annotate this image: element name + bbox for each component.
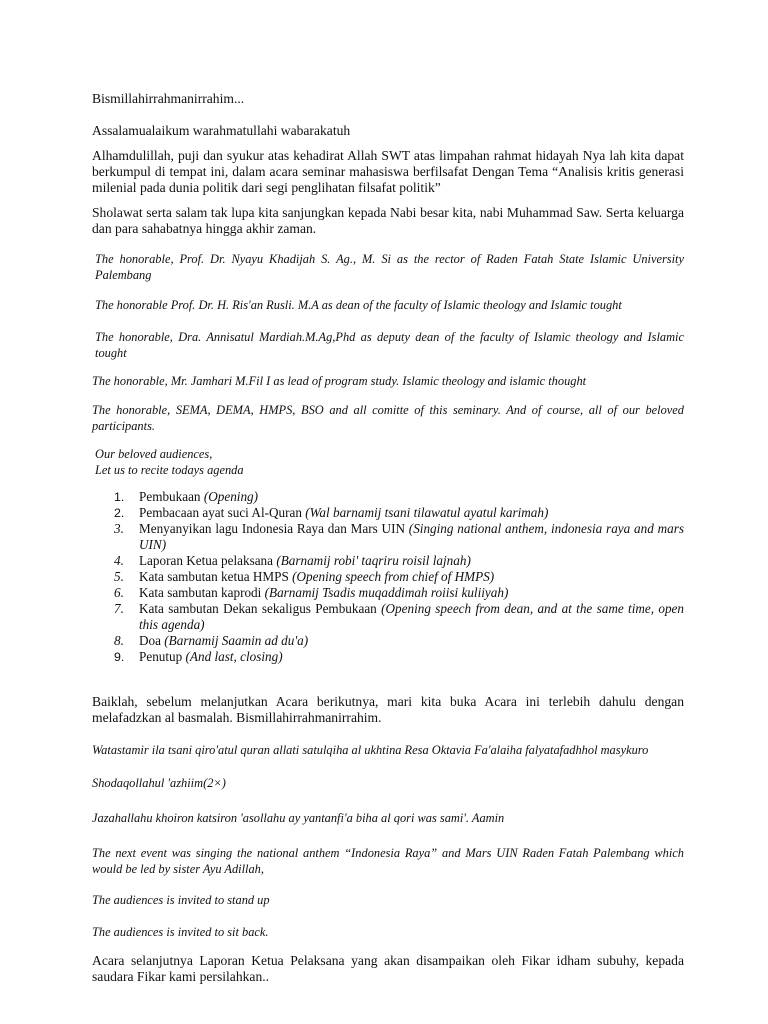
sholawat-paragraph: Sholawat serta salam tak lupa kita sanjungkan kepada Nabi besar kita, nabi Muhammad Saw. Serta keluarga dan para sahabatnya hingga akhir zaman. (92, 205, 684, 236)
honorable-rector: The honorable, Prof. Dr. Nyayu Khadijah S. Ag., M. Si as the rector of Raden Fatah State Islamic University Palembang (95, 252, 684, 282)
agenda-item (92, 505, 684, 521)
honorable-dean: The honorable Prof. Dr. H. Ris'an Rusli. M.A as dean of the faculty of Islamic theology and Islamic tought (95, 298, 622, 312)
agenda-item-text: Laporan Ketua pelaksana (139, 553, 274, 568)
agenda-item (92, 553, 684, 569)
baiklah-paragraph: Baiklah, sebelum melanjutkan Acara berikutnya, mari kita buka Acara ini terlebih dahulu dengan melafadzkan al basmalah. Bismillahirrahmanirrahim. (92, 694, 684, 725)
agenda-item-translation: (Singing national anthem, indonesia raya and mars UIN) (139, 521, 684, 552)
agenda-item-text: Kata sambutan Dekan sekaligus Pembukaan (139, 601, 377, 616)
honorable-committee: The honorable, SEMA, DEMA, HMPS, BSO and all comitte of this seminary. And of course, all of our beloved participants. (92, 403, 684, 433)
agenda-list (92, 489, 684, 665)
selanjutnya-paragraph: Acara selanjutnya Laporan Ketua Pelaksana yang akan disampaikan oleh Fikar idham subuhy, kepada saudara Fikar kami persilahkan.. (92, 953, 684, 984)
shodaqollahul-line: Shodaqollahul 'azhiim(2×) (92, 776, 226, 790)
agenda-item-text: Pembukaan (139, 489, 201, 504)
salam-line: Assalamualaikum warahmatullahi wabarakatuh (92, 123, 351, 138)
agenda-item-translation: (Opening speech from dean, and at the same time, open this agenda) (139, 601, 684, 632)
agenda-item-number: 2. (114, 506, 125, 520)
agenda-item-text: Doa (139, 633, 161, 648)
agenda-intro: Let us to recite todays agenda (95, 463, 244, 477)
next-event-paragraph: The next event was singing the national anthem “Indonesia Raya” and Mars UIN Raden Fatah Palembang which would be led by sister Ayu Adillah, (92, 846, 684, 876)
agenda-item (92, 649, 684, 665)
bismillah-line: Bismillahirrahmanirrahim... (92, 91, 245, 106)
agenda-item-translation: (Opening speech from chief of HMPS) (292, 569, 495, 584)
agenda-item-text: Menyanyikan lagu Indonesia Raya dan Mars UIN (139, 521, 405, 536)
agenda-item-number: 8. (114, 633, 124, 648)
agenda-item-translation: (And last, closing) (185, 649, 283, 664)
agenda-item (92, 569, 684, 585)
agenda-item-number: 3. (114, 521, 124, 536)
agenda-item-text: Pembacaan ayat suci Al-Quran (139, 505, 302, 520)
agenda-item (92, 633, 684, 649)
alhamdulillah-paragraph: Alhamdulillah, puji dan syukur atas kehadirat Allah SWT atas limpahan rahmat hidayah Nya lah kita dapat berkumpul di tempat ini, dalam acara seminar mahasiswa berfilsafat Dengan Tema “Analisis kritis generasi milenial pada dunia politik dari segi penglihatan filsafat politik” (92, 148, 684, 195)
honorable-deputy-dean: The honorable, Dra. Annisatul Mardiah.M.Ag,Phd as deputy dean of the faculty of Islamic theology and Islamic tought (95, 330, 684, 360)
agenda-item-number: 7. (114, 601, 124, 616)
agenda-item (92, 585, 684, 601)
agenda-item-number: 4. (114, 553, 124, 568)
agenda-item-text: Kata sambutan ketua HMPS (139, 569, 289, 584)
agenda-item-translation: (Opening) (203, 489, 259, 504)
agenda-item-translation: (Barnamij robi' taqriru roisil lajnah) (276, 553, 471, 568)
jazahallahu-line: Jazahallahu khoiron katsiron 'asollahu ay yantanfi'a biha al qori was sami'. Aamin (92, 811, 505, 825)
agenda-item-number: 9. (114, 650, 125, 664)
agenda-item-number: 1. (114, 490, 125, 504)
agenda-item (92, 489, 684, 505)
stand-up-line: The audiences is invited to stand up (92, 893, 270, 907)
agenda-item-translation: (Barnamij Saamin ad du'a) (164, 633, 309, 648)
agenda-item-number: 6. (114, 585, 124, 600)
agenda-item-text: Kata sambutan kaprodi (139, 585, 262, 600)
sit-back-line: The audiences is invited to sit back. (92, 925, 269, 939)
agenda-item (92, 601, 684, 633)
honorable-program-lead: The honorable, Mr. Jamhari M.Fil I as lead of program study. Islamic theology and islamic thought (92, 374, 587, 388)
agenda-item-translation: (Wal barnamij tsani tilawatul ayatul karimah) (305, 505, 549, 520)
audience-greeting: Our beloved audiences, (95, 447, 213, 461)
agenda-item-translation: (Barnamij Tsadis muqaddimah roiisi kuliiyah) (264, 585, 509, 600)
agenda-item-text: Penutup (139, 649, 183, 664)
watastamir-paragraph: Watastamir ila tsani qiro'atul quran allati satulqiha al ukhtina Resa Oktavia Fa'alaiha falyatafadhhol masykuro (92, 743, 649, 757)
agenda-item (92, 521, 684, 553)
agenda-item-number: 5. (114, 569, 124, 584)
